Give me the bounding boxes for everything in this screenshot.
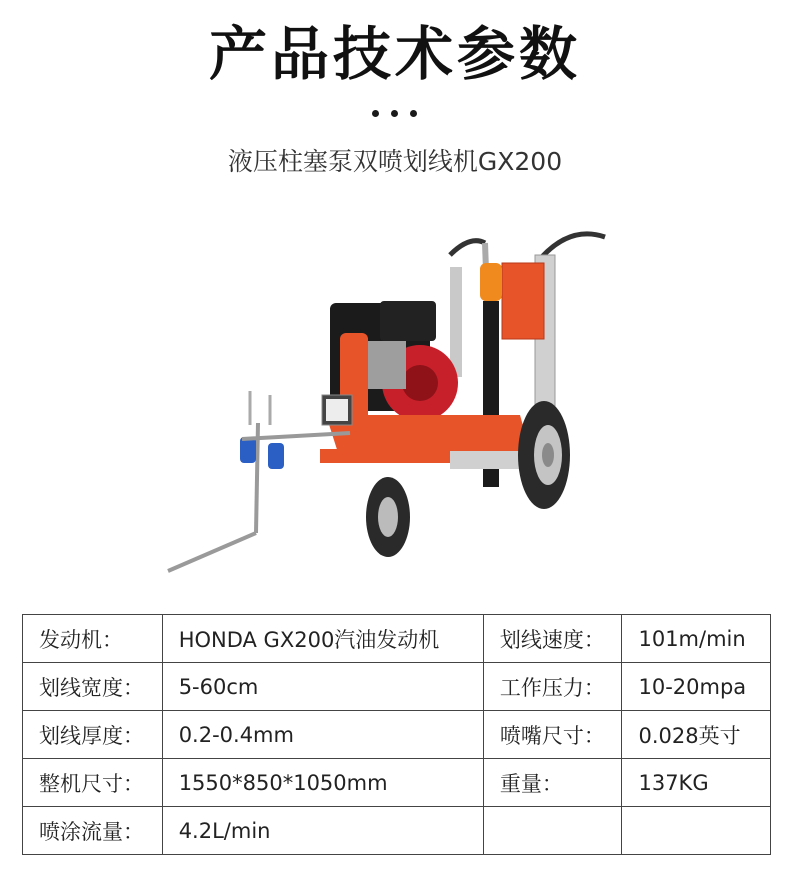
table-row	[23, 759, 771, 807]
product-image	[150, 215, 640, 585]
dots-divider	[372, 110, 418, 118]
spec-label	[483, 807, 622, 855]
table-row	[23, 615, 771, 663]
spec-label: 发动机：	[23, 615, 163, 663]
spec-value: 5-60cm	[162, 663, 483, 711]
divider-dot	[391, 110, 398, 117]
spec-label: 整机尺寸：	[23, 759, 163, 807]
page-title: 产品技术参数	[208, 20, 581, 88]
spec-label: 划线宽度：	[23, 663, 163, 711]
spec-label: 喷嘴尺寸：	[483, 711, 622, 759]
divider-dot	[372, 110, 379, 117]
spec-table	[22, 614, 771, 855]
spec-value: 0.028英寸	[622, 711, 771, 759]
spec-label: 划线厚度：	[23, 711, 163, 759]
spec-label: 重量：	[483, 759, 622, 807]
spec-value: 101m/min	[622, 615, 771, 663]
spec-label: 喷涂流量：	[23, 807, 163, 855]
table-row	[23, 711, 771, 759]
product-subtitle: 液压柱塞泵双喷划线机GX200	[227, 147, 563, 176]
spec-value: 10-20mpa	[622, 663, 771, 711]
table-row	[23, 807, 771, 855]
line-marking-machine-icon	[150, 215, 640, 585]
table-row	[23, 663, 771, 711]
spec-value: HONDA GX200汽油发动机	[162, 615, 483, 663]
spec-value: 1550*850*1050mm	[162, 759, 483, 807]
spec-value	[622, 807, 771, 855]
spec-label: 划线速度：	[483, 615, 622, 663]
spec-value: 0.2-0.4mm	[162, 711, 483, 759]
spec-value: 4.2L/min	[162, 807, 483, 855]
divider-dot	[410, 110, 417, 117]
spec-value: 137KG	[622, 759, 771, 807]
spec-label: 工作压力：	[483, 663, 622, 711]
